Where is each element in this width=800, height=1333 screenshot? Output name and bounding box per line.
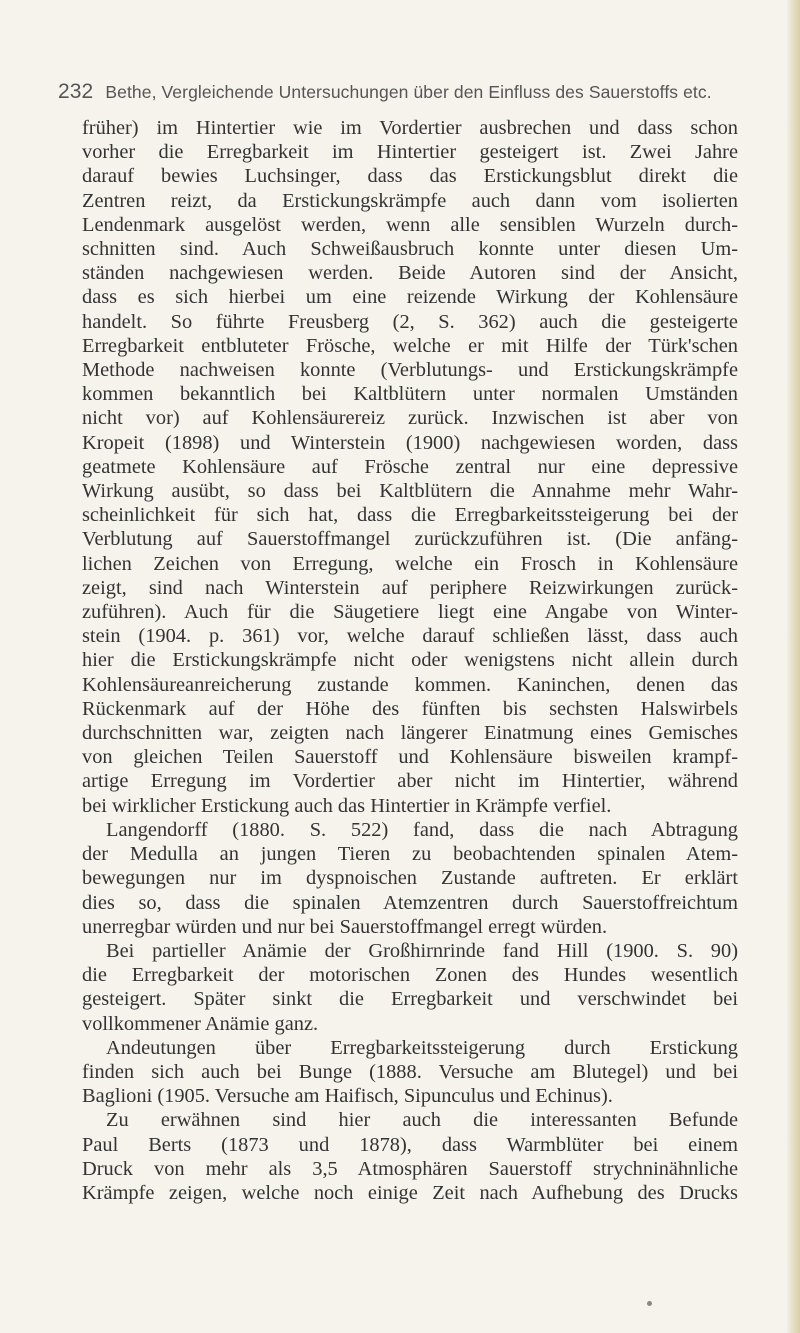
text-line: Andeutungen über Erregbarkeitssteigerung durch Erstickung	[106, 1036, 738, 1059]
text-line: dies so, dass die spinalen Atemzentren durch Sauerstoffreichtum	[82, 891, 738, 914]
text-line: Baglioni (1905. Versuche am Haifisch, Sipunculus und Echinus).	[82, 1085, 613, 1108]
text-line: kommen bekanntlich bei Kaltblütern unter normalen Umständen	[82, 383, 738, 406]
text-line: dass es sich hierbei um eine reizende Wirkung der Kohlensäure	[82, 286, 738, 309]
text-line: handelt. So führte Freusberg (2, S. 362) auch die gesteigerte	[82, 310, 738, 333]
text-line: Wirkung ausübt, so dass bei Kaltblütern die Annahme mehr Wahr-	[82, 480, 738, 503]
text-line: vorher die Erregbarkeit im Hintertier gesteigert ist. Zwei Jahre	[82, 141, 738, 164]
text-line: finden sich auch bei Bunge (1888. Versuche am Blutegel) und bei	[82, 1060, 738, 1083]
text-line: gesteigert. Später sinkt die Erregbarkeit und verschwindet bei	[82, 988, 738, 1011]
text-line: der Medulla an jungen Tieren zu beobachtenden spinalen Atem-	[82, 843, 738, 866]
text-line: Paul Berts (1873 und 1878), dass Warmblüter bei einem	[82, 1133, 738, 1156]
text-line: Langendorff (1880. S. 522) fand, dass die nach Abtragung	[106, 818, 738, 841]
text-line: Kropeit (1898) und Winterstein (1900) nachgewiesen worden, dass	[82, 431, 738, 454]
text-line: artige Erregung im Vordertier aber nicht im Hintertier, während	[82, 770, 738, 793]
text-line: Lendenmark ausgelöst werden, wenn alle sensiblen Wurzeln durch-	[82, 213, 738, 236]
text-line: Druck von mehr als 3,5 Atmosphären Sauerstoff strychninähnliche	[82, 1157, 738, 1180]
body-text	[82, 116, 738, 1205]
text-line: stein (1904. p. 361) vor, welche darauf schließen lässt, dass auch	[82, 625, 738, 648]
text-line: lichen Zeichen von Erregung, welche ein Frosch in Kohlensäure	[82, 552, 738, 575]
text-line: ständen nachgewiesen werden. Beide Autoren sind der Ansicht,	[82, 262, 738, 285]
page-number: 232	[58, 80, 94, 103]
text-line: hier die Erstickungskrämpfe nicht oder wenigstens nicht allein durch	[82, 649, 738, 672]
text-line: Erregbarkeit entbluteter Frösche, welche er mit Hilfe der Türk'schen	[82, 334, 738, 357]
text-line: Zu erwähnen sind hier auch die interessanten Befunde	[106, 1109, 738, 1132]
text-line: Krämpfe zeigen, welche noch einige Zeit nach Aufhebung des Drucks	[82, 1181, 738, 1204]
text-line: bei wirklicher Erstickung auch das Hintertier in Krämpfe verfiel.	[82, 794, 612, 817]
text-line: scheinlichkeit für sich hat, dass die Erregbarkeitssteigerung bei der	[82, 504, 738, 527]
text-line: zeigt, sind nach Winterstein auf periphere Reizwirkungen zurück-	[82, 576, 738, 599]
text-line: Kohlensäureanreicherung zustande kommen. Kaninchen, denen das	[82, 673, 738, 696]
text-line: Bei partieller Anämie der Großhirnrinde fand Hill (1900. S. 90)	[106, 939, 738, 962]
text-line: Verblutung auf Sauerstoffmangel zurückzuführen ist. (Die anfäng-	[82, 528, 738, 551]
text-line: von gleichen Teilen Sauerstoff und Kohlensäure bisweilen krampf-	[82, 746, 738, 769]
text-line: bewegungen nur im dyspnoischen Zustande auftreten. Er erklärt	[82, 867, 738, 890]
text-line: darauf bewies Luchsinger, dass das Erstickungsblut direkt die	[82, 165, 738, 188]
ink-speck	[647, 1301, 652, 1306]
text-line: nicht vor) auf Kohlensäurereiz zurück. Inzwischen ist aber von	[82, 407, 738, 430]
text-line: Methode nachweisen konnte (Verblutungs- und Erstickungskrämpfe	[82, 359, 738, 382]
text-line: Zentren reizt, da Erstickungskrämpfe auch dann vom isolierten	[82, 189, 738, 212]
text-line: früher) im Hintertier wie im Vordertier ausbrechen und dass schon	[82, 117, 738, 139]
text-line: Rückenmark auf der Höhe des fünften bis sechsten Halswirbels	[82, 697, 738, 720]
text-line: geatmete Kohlensäure auf Frösche zentral nur eine depressive	[82, 455, 738, 478]
text-line: schnitten sind. Auch Schweißausbruch konnte unter diesen Um-	[82, 238, 738, 261]
running-header	[58, 80, 748, 104]
text-line: durchschnitten war, zeigten nach längerer Einatmung eines Gemisches	[82, 722, 738, 745]
text-line: zuführen). Auch für die Säugetiere liegt eine Angabe von Winter-	[82, 601, 738, 624]
text-line: vollkommener Anämie ganz.	[82, 1012, 319, 1035]
page-edge	[786, 0, 800, 1333]
running-title: Bethe, Vergleichende Untersuchungen über den Einfluss des Sauerstoffs etc.	[105, 82, 712, 102]
text-line: die Erregbarkeit der motorischen Zonen des Hundes wesentlich	[82, 964, 738, 987]
text-line: unerregbar würden und nur bei Sauerstoffmangel erregt würden.	[82, 915, 608, 938]
